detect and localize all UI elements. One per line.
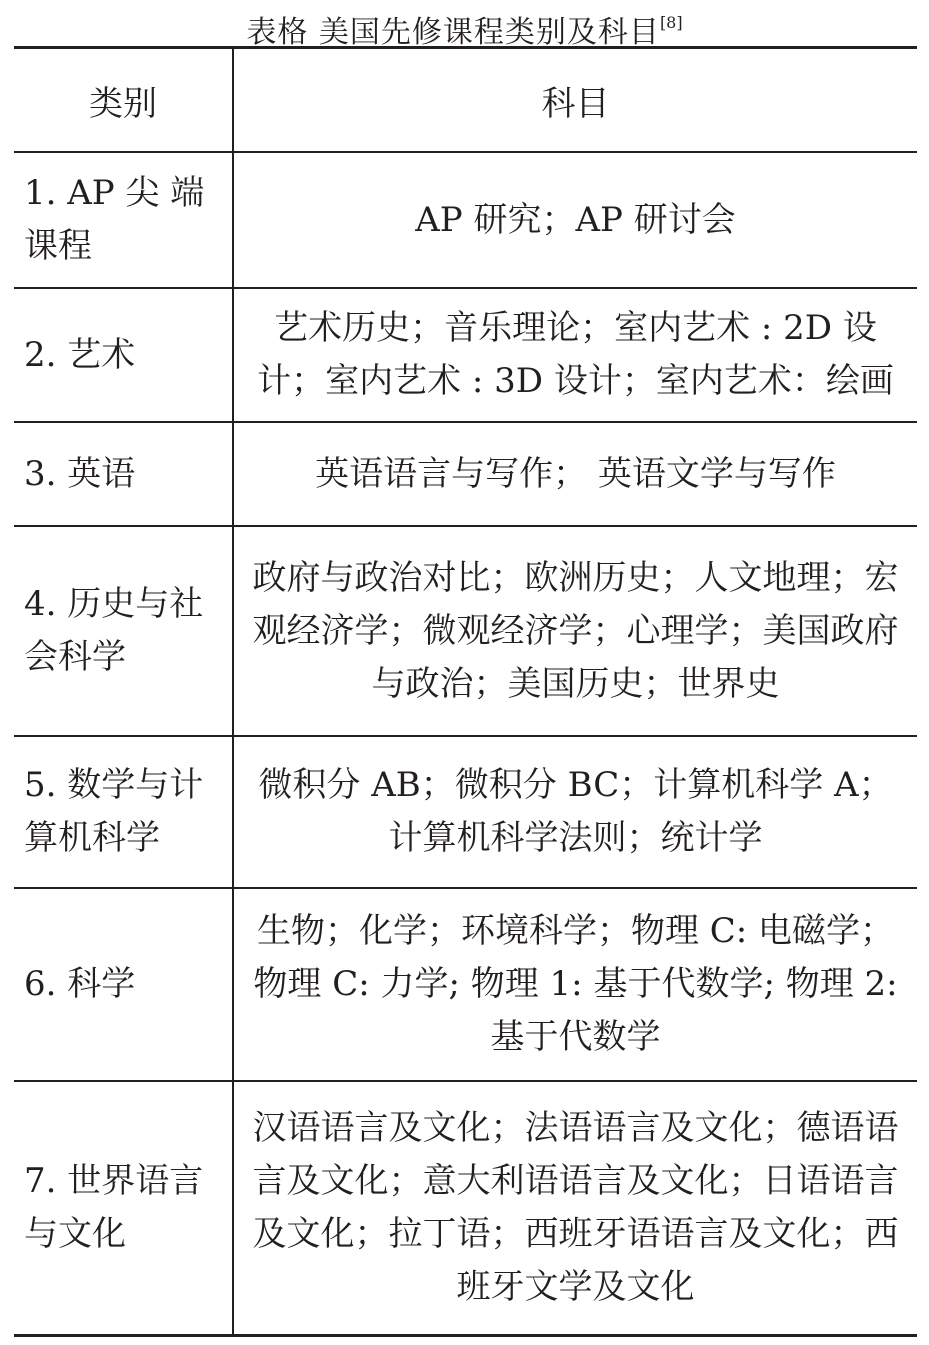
row-subjects: 英语语言与写作； 英语文学与写作 [233,422,917,526]
row-category: 3. 英语 [14,422,233,526]
row-subjects: 生物；化学；环境科学；物理 C: 电磁学；物理 C: 力学; 物理 1: 基于代数学; 物理 2: 基于代数学 [233,888,917,1081]
table-caption [0,0,929,50]
row-category: 5. 数学与计算机科学 [14,736,233,888]
table-row [14,422,917,526]
header-category: 类别 [14,48,233,153]
row-subjects: AP 研究；AP 研讨会 [233,152,917,288]
row-subjects: 政府与政治对比；欧洲历史；人文地理；宏观经济学；微观经济学；心理学；美国政府与政治；美国历史；世界史 [233,526,917,736]
courses-table [14,46,917,1337]
table-row [14,1081,917,1335]
table-row [14,526,917,736]
row-subjects: 汉语语言及文化；法语语言及文化；德语语言及文化；意大利语语言及文化；日语语言及文化；拉丁语；西班牙语语言及文化；西班牙文学及文化 [252,1107,899,1307]
table-row [14,736,917,888]
table-row [14,152,917,288]
table-row [14,288,917,422]
row-subjects: 艺术历史；音乐理论；室内艺术 : 2D 设计；室内艺术 : 3D 设计；室内艺术：绘画 [233,288,917,422]
header-subjects: 科目 [233,48,917,153]
row-category: 6. 科学 [14,888,233,1081]
table-row [14,888,917,1081]
row-category: 4. 历史与社会科学 [14,526,233,736]
row-category: 1. AP 尖 端课程 [14,152,233,288]
row-subjects: 微积分 AB；微积分 BC；计算机科学 A；计算机科学法则；统计学 [233,736,917,888]
row-category: 7. 世界语言与文化 [14,1081,233,1335]
header-row [14,48,917,153]
caption-reference: [8] [659,13,683,32]
row-category: 2. 艺术 [14,288,233,422]
caption-text: 表格 美国先修课程类别及科目 [246,15,660,50]
